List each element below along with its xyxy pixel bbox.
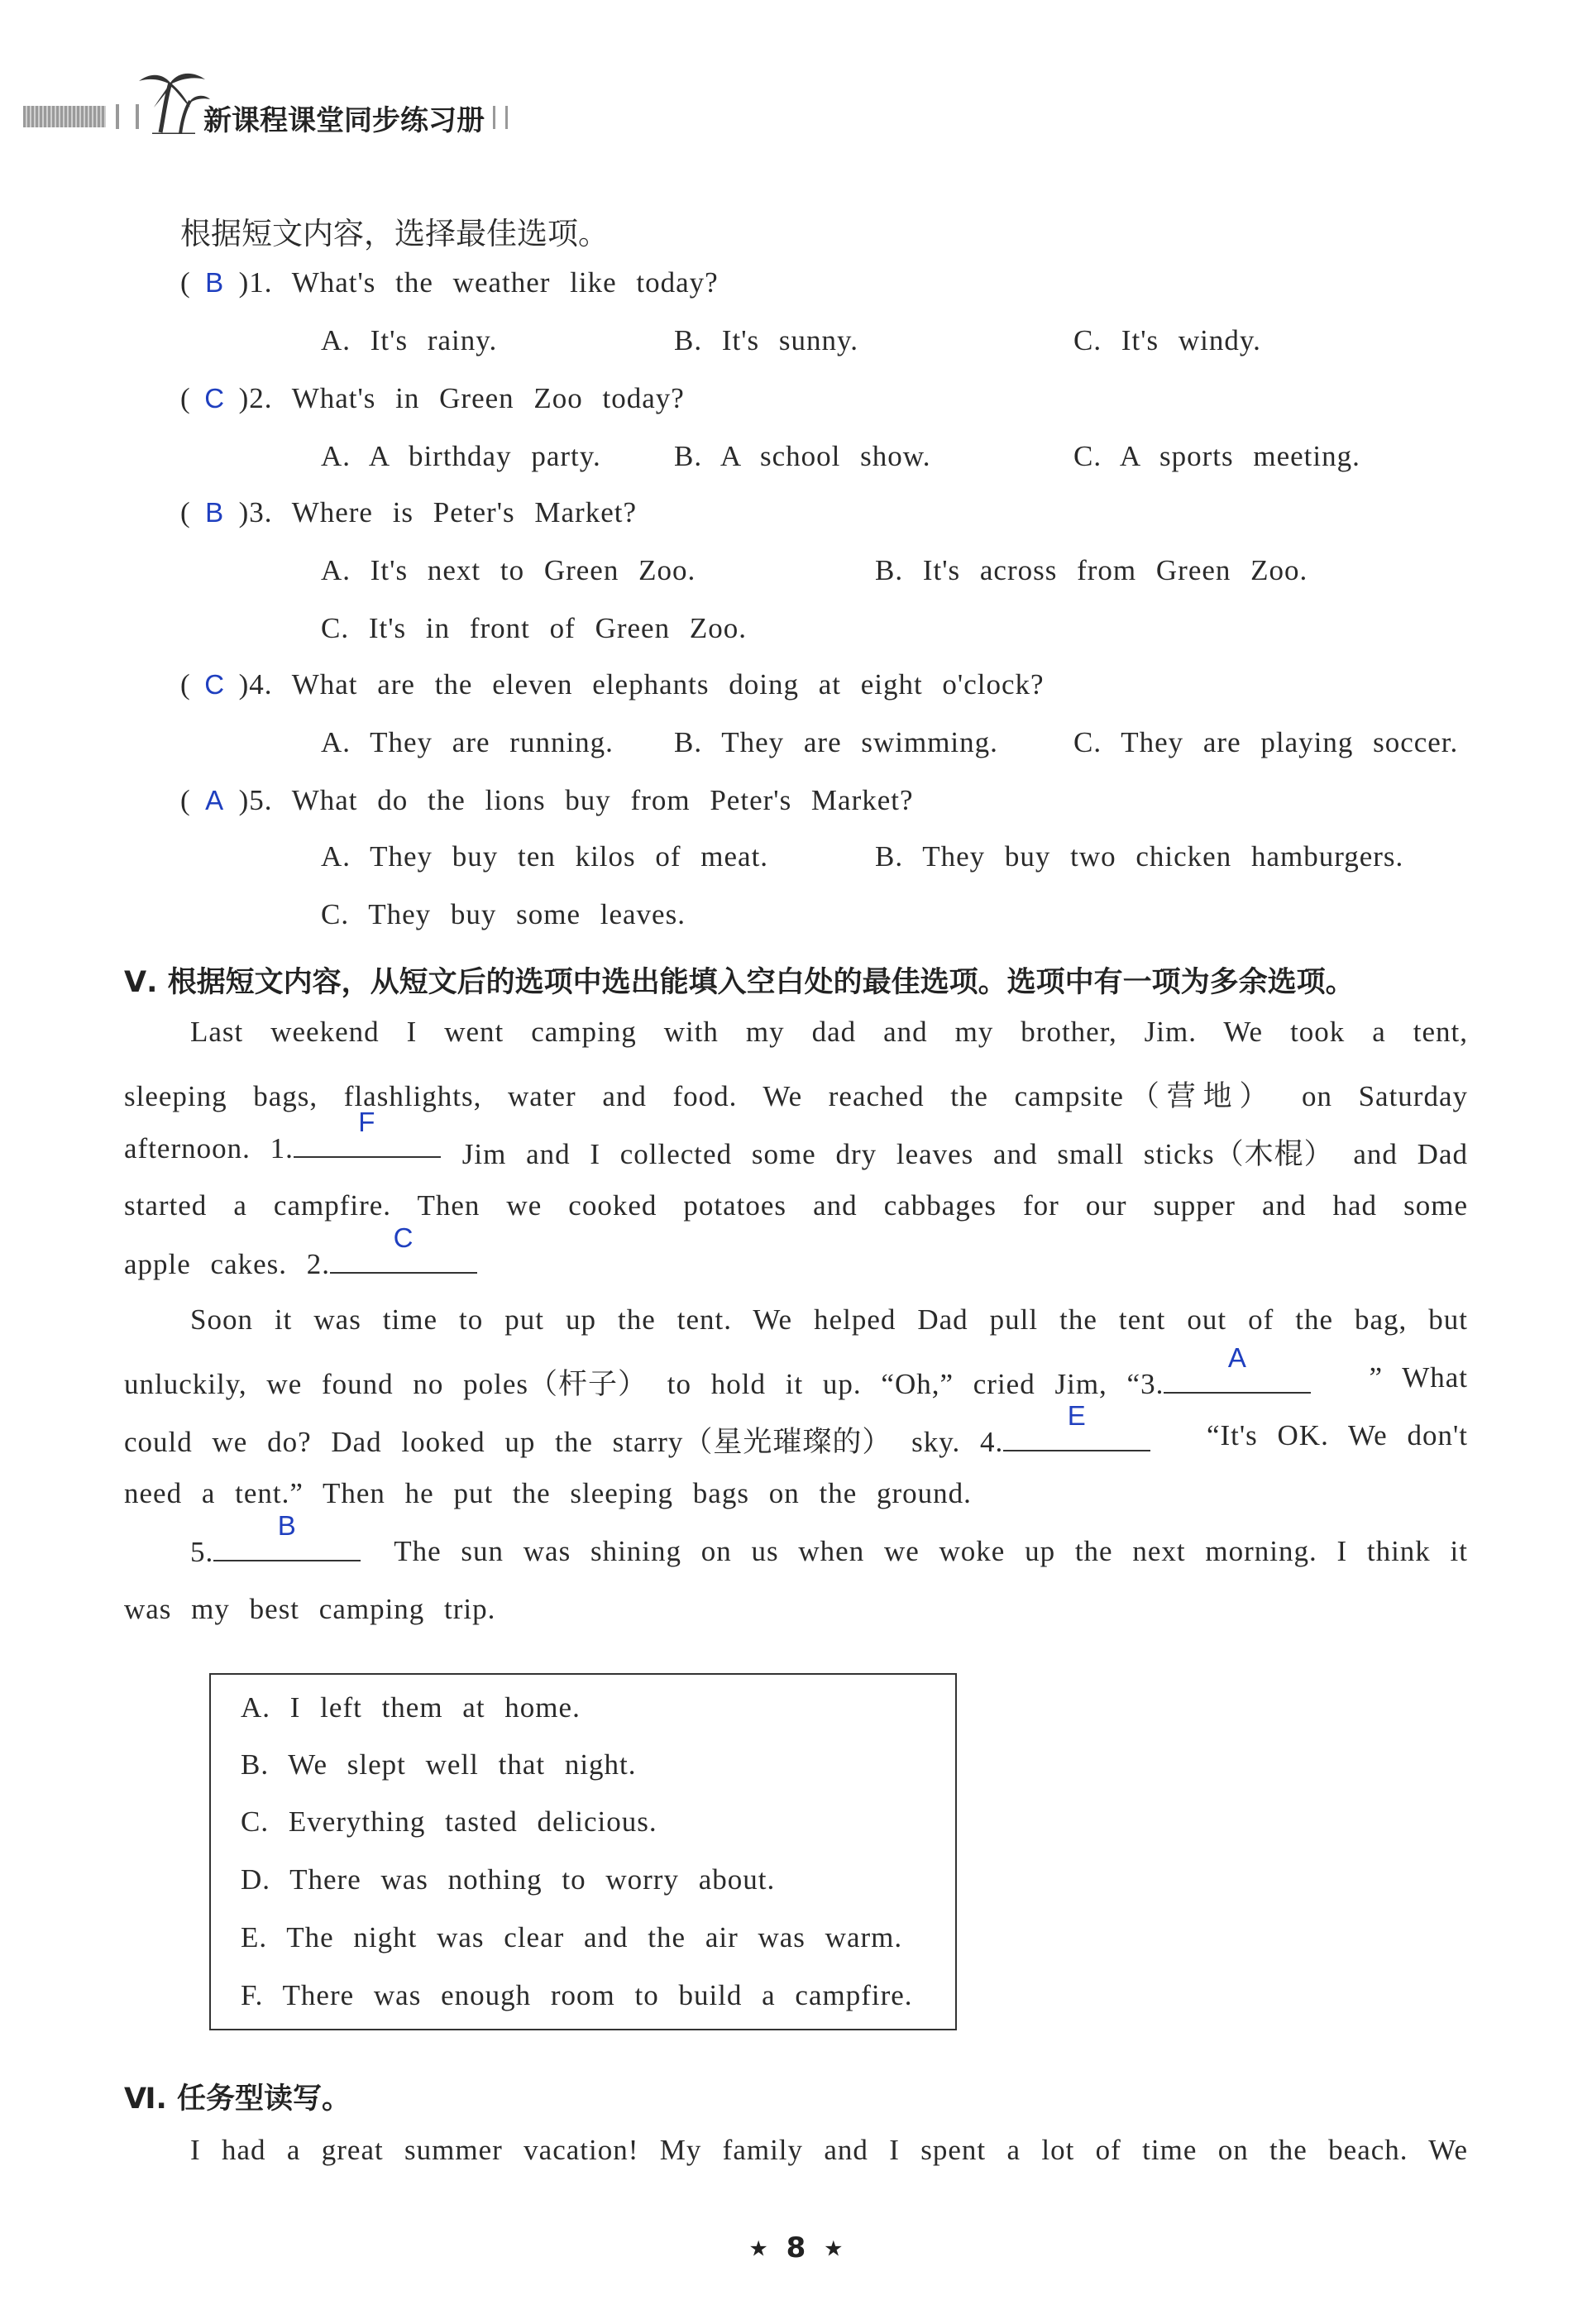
header-stripe	[23, 106, 106, 127]
question-number: )4.	[238, 668, 273, 701]
q2-option-b: B. A school show.	[674, 440, 931, 472]
section4-instruction: 根据短文内容，选择最佳选项。	[180, 216, 609, 251]
q2-option-a: A. A birthday party.	[321, 440, 601, 472]
paren-open: (	[180, 784, 191, 816]
passage-text: The sun was shining on us when we woke up the next morning. I think it	[394, 1535, 1468, 1567]
question-2	[180, 382, 685, 415]
q3-option-c: C. It's in front of Green Zoo.	[321, 612, 747, 644]
passage-line	[190, 1510, 1468, 1569]
passage-line	[190, 1303, 1468, 1337]
passage-text: “It's OK. We don't	[1206, 1419, 1468, 1451]
answer-2: C	[204, 383, 226, 414]
section5-heading: Ⅴ. 根据短文内容，从短文后的选项中选出能填入空白处的最佳选项。选项中有一项为多余选项。	[124, 966, 1355, 999]
page-header	[23, 66, 519, 157]
passage-text: Soon it was time to put up the tent. We helped Dad pull the tent out of the bag, but	[190, 1303, 1468, 1336]
passage-line	[124, 1222, 477, 1281]
q3-option-b: B. It's across from Green Zoo.	[875, 554, 1308, 586]
passage-text: started a campfire. Then we cooked potatoes and cabbages for our supper and had some	[124, 1189, 1468, 1222]
passage-text: unluckily, we found no poles（杆子） to hold it up. “Oh,” cried Jim, “3. A	[124, 1361, 1311, 1403]
passage-text: afternoon. 1. F	[124, 1131, 441, 1173]
palm-tree-icon	[129, 66, 212, 134]
question-text: What's the weather like today?	[291, 266, 719, 299]
paren-open: (	[180, 496, 191, 528]
answer-5: A	[205, 785, 225, 815]
star-icon: ★	[748, 2236, 768, 2262]
blank-1-answer: F	[358, 1107, 376, 1137]
passage-text: I had a great summer vacation! My family and I spent a lot of time on the beach. We	[190, 2134, 1468, 2166]
blank-1	[294, 1107, 441, 1158]
passage-line	[124, 1400, 1468, 1461]
choice-e: E. The night was clear and the air was warm.	[241, 1921, 903, 1953]
question-number: )5.	[238, 784, 273, 816]
passage-line	[190, 2134, 1468, 2167]
question-text: Where is Peter's Market?	[291, 496, 637, 528]
passage-line	[124, 1189, 1468, 1222]
book-title: 新课程课堂同步练习册	[203, 104, 485, 137]
passage-text: 5. B	[190, 1535, 361, 1569]
question-text: What do the lions buy from Peter's Market?	[291, 784, 914, 816]
paren-open: (	[180, 266, 191, 299]
section6-heading: Ⅵ. 任务型读写。	[124, 2083, 351, 2116]
blank-3-answer: A	[1227, 1342, 1247, 1373]
passage-line: need a tent.” Then he put the sleeping bags on the ground.	[124, 1477, 972, 1509]
answer-1: B	[205, 267, 225, 298]
question-text: What's in Green Zoo today?	[291, 382, 685, 414]
choices-box	[209, 1673, 957, 2030]
choice-c: C. Everything tasted delicious.	[241, 1805, 657, 1838]
passage-text: could we do? Dad looked up the starry（星光璀璨的） sky. 4. E	[124, 1419, 1150, 1461]
blank-4-answer: E	[1067, 1400, 1087, 1431]
choice-b: B. We slept well that night.	[241, 1748, 637, 1781]
blank-3	[1164, 1342, 1311, 1394]
passage-text: Last weekend I went camping with my dad and my brother, Jim. We took a tent,	[190, 1016, 1468, 1048]
q1-option-a: A. It's rainy.	[321, 324, 498, 356]
paren-open: (	[180, 668, 191, 701]
blank-2	[330, 1222, 477, 1274]
answer-4: C	[204, 669, 226, 700]
q1-option-b: B. It's sunny.	[674, 324, 858, 356]
passage-line	[124, 1342, 1468, 1403]
star-icon: ★	[824, 2236, 844, 2262]
question-number: )1.	[238, 266, 273, 299]
q3-option-a: A. It's next to Green Zoo.	[321, 554, 696, 586]
question-number: )2.	[238, 382, 273, 414]
choice-d: D. There was nothing to worry about.	[241, 1863, 776, 1896]
passage-text: sleeping bags, flashlights, water and food. We reached the campsite（营地） on Saturday	[124, 1080, 1468, 1112]
q4-option-a: A. They are running.	[321, 726, 614, 758]
q1-option-c: C. It's windy.	[1073, 324, 1261, 356]
question-text: What are the eleven elephants doing at eight o'clock?	[291, 668, 1045, 701]
passage-text: ” What	[1369, 1361, 1468, 1394]
answer-3: B	[205, 497, 225, 528]
passage-line: was my best camping trip.	[124, 1593, 496, 1625]
paren-open: (	[180, 382, 191, 414]
blank-4	[1003, 1400, 1150, 1451]
question-number: )3.	[238, 496, 273, 528]
blank-5-answer: B	[277, 1510, 297, 1541]
q2-option-c: C. A sports meeting.	[1073, 440, 1360, 472]
page-footer	[0, 2231, 1592, 2264]
question-3	[180, 496, 637, 529]
choice-f: F. There was enough room to build a campfire.	[241, 1979, 913, 2011]
q5-option-b: B. They buy two chicken hamburgers.	[875, 840, 1404, 873]
q5-option-a: A. They buy ten kilos of meat.	[321, 840, 769, 873]
page-number: 8	[786, 2231, 806, 2264]
q4-option-c: C. They are playing soccer.	[1073, 726, 1459, 758]
passage-line	[190, 1016, 1468, 1049]
question-5	[180, 784, 914, 817]
passage-text: Jim and I collected some dry leaves and small sticks（木棍） and Dad	[461, 1138, 1468, 1170]
choice-a: A. I left them at home.	[241, 1691, 581, 1724]
passage-line	[124, 1107, 1468, 1173]
header-end-marks	[493, 106, 508, 129]
question-1	[180, 266, 719, 299]
q4-option-b: B. They are swimming.	[674, 726, 998, 758]
passage-text: apple cakes. 2.	[124, 1248, 331, 1280]
question-4	[180, 668, 1045, 701]
q5-option-c: C. They buy some leaves.	[321, 898, 686, 930]
blank-2-answer: C	[393, 1222, 414, 1253]
